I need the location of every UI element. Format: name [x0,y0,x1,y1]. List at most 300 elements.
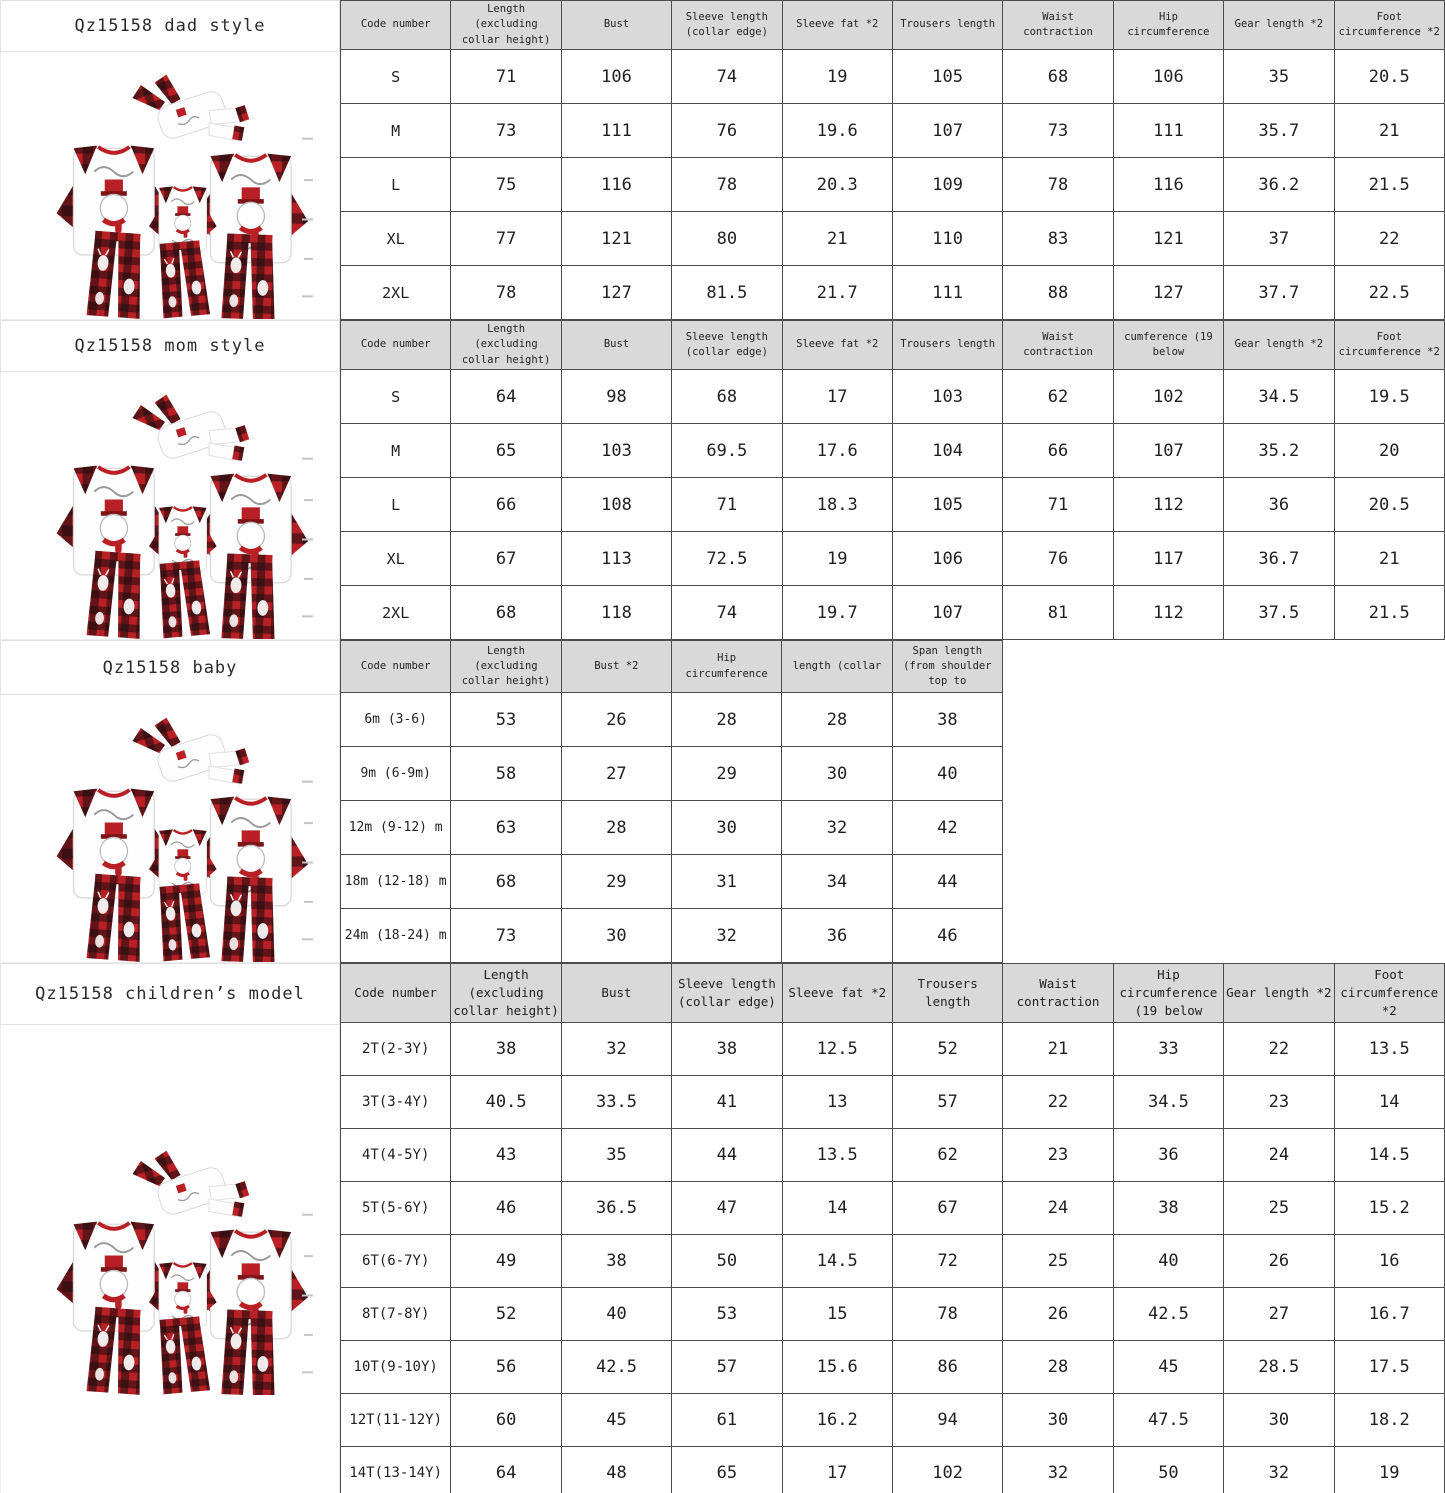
measurement-cell: 83 [1003,212,1113,266]
measurement-cell: 47 [672,1182,782,1235]
measurement-cell: 72 [892,1235,1002,1288]
column-header: Sleeve length (collar edge) [672,321,782,370]
measurement-cell: 102 [892,1447,1002,1493]
column-header: Bust [561,321,671,370]
measurement-cell: 15.2 [1334,1182,1444,1235]
measurement-cell: 29 [561,855,671,909]
measurement-cell: 72.5 [672,532,782,586]
measurement-cell: 98 [561,370,671,424]
measurement-cell: 112 [1113,586,1223,640]
mom-left-column [0,320,340,640]
measurement-cell: 111 [1113,104,1223,158]
size-code-cell: 2T(2-3Y) [341,1023,451,1076]
size-table-children [340,963,1445,1493]
measurement-cell: 21 [1334,104,1444,158]
measurement-cell: 15.6 [782,1341,892,1394]
column-header: Foot circumference *2 [1334,321,1444,370]
measurement-cell: 35.2 [1224,424,1334,478]
measurement-cell: 25 [1224,1182,1334,1235]
measurement-cell: 17.6 [782,424,892,478]
measurement-cell: 42 [892,801,1002,855]
column-header: Waist contraction [1003,1,1113,50]
measurement-cell: 58 [451,747,561,801]
measurement-cell: 35 [561,1129,671,1182]
measurement-cell: 26 [561,693,671,747]
measurement-cell: 26 [1224,1235,1334,1288]
size-table-baby [340,640,1003,963]
mom-product-photo [0,372,340,640]
measurement-cell: 30 [671,801,781,855]
header-row [341,964,1445,1023]
size-code-cell: 18m (12-18) m [341,855,451,909]
measurement-cell: 38 [892,693,1002,747]
column-header: Foot circumference *2 [1334,964,1444,1023]
measurement-cell: 64 [451,1447,561,1493]
measurement-cell: 78 [1003,158,1113,212]
measurement-cell: 94 [892,1394,1002,1447]
measurement-cell: 30 [1224,1394,1334,1447]
measurement-cell: 112 [1113,478,1223,532]
children-section-label: Qz15158 children’s model [0,963,340,1025]
measurement-cell: 57 [892,1076,1002,1129]
measurement-cell: 103 [561,424,671,478]
measurement-cell: 24 [1003,1182,1113,1235]
measurement-cell: 50 [1113,1447,1223,1493]
measurement-cell: 116 [1113,158,1223,212]
measurement-cell: 73 [451,104,561,158]
measurement-cell: 17 [782,370,892,424]
size-code-cell: S [341,370,451,424]
measurement-cell: 18.3 [782,478,892,532]
measurement-cell: 34.5 [1224,370,1334,424]
measurement-cell: 19 [782,532,892,586]
section-dad-style [0,0,1445,320]
measurement-cell: 42.5 [1113,1288,1223,1341]
measurement-cell: 33 [1113,1023,1223,1076]
measurement-cell: 110 [892,212,1002,266]
measurement-cell: 102 [1113,370,1223,424]
measurement-cell: 68 [451,586,561,640]
measurement-cell: 107 [892,586,1002,640]
measurement-cell: 23 [1224,1076,1334,1129]
column-header: Gear length *2 [1224,321,1334,370]
measurement-cell: 50 [672,1235,782,1288]
table-row [341,586,1445,640]
measurement-cell: 21 [1334,532,1444,586]
column-header: Bust [561,1,671,50]
measurement-cell: 32 [561,1023,671,1076]
measurement-cell: 14.5 [1334,1129,1444,1182]
measurement-cell: 28 [671,693,781,747]
measurement-cell: 21.5 [1334,158,1444,212]
size-code-cell: 14T(13-14Y) [341,1447,451,1493]
measurement-cell: 20 [1334,424,1444,478]
measurement-cell: 44 [672,1129,782,1182]
measurement-cell: 78 [672,158,782,212]
measurement-cell: 35.7 [1224,104,1334,158]
table-row [341,855,1003,909]
measurement-cell: 107 [1113,424,1223,478]
size-code-cell: 2XL [341,586,451,640]
column-header: Sleeve fat *2 [782,964,892,1023]
measurement-cell: 36 [1113,1129,1223,1182]
dad-product-photo [0,52,340,320]
column-header: Gear length *2 [1224,1,1334,50]
measurement-cell: 22.5 [1334,266,1444,320]
column-header: Trousers length [892,1,1002,50]
measurement-cell: 31 [671,855,781,909]
measurement-cell: 43 [451,1129,561,1182]
measurement-cell: 37 [1224,212,1334,266]
section-children-model [0,963,1445,1493]
pajama-set-illustration [5,373,335,639]
size-code-cell: L [341,478,451,532]
measurement-cell: 86 [892,1341,1002,1394]
measurement-cell: 27 [1224,1288,1334,1341]
measurement-cell: 22 [1334,212,1444,266]
table-row [341,909,1003,963]
measurement-cell: 106 [892,532,1002,586]
measurement-cell: 27 [561,747,671,801]
column-header: Code number [341,321,451,370]
table-row [341,1076,1445,1129]
measurement-cell: 14 [1334,1076,1444,1129]
measurement-cell: 73 [1003,104,1113,158]
children-product-photo [0,1025,340,1493]
table-row [341,532,1445,586]
size-code-cell: 24m (18-24) m [341,909,451,963]
measurement-cell: 42.5 [561,1341,671,1394]
size-table-dad [340,0,1445,320]
measurement-cell: 127 [561,266,671,320]
measurement-cell: 71 [451,50,561,104]
column-header: Sleeve length (collar edge) [672,964,782,1023]
size-code-cell: M [341,424,451,478]
size-code-cell: 4T(4-5Y) [341,1129,451,1182]
pajama-set-illustration [5,1129,335,1395]
measurement-cell: 103 [892,370,1002,424]
size-code-cell: 12T(11-12Y) [341,1394,451,1447]
measurement-cell: 74 [672,50,782,104]
measurement-cell: 40 [561,1288,671,1341]
column-header: Length (excluding collar height) [451,321,561,370]
measurement-cell: 47.5 [1113,1394,1223,1447]
measurement-cell: 32 [671,909,781,963]
measurement-cell: 25 [1003,1235,1113,1288]
size-code-cell: XL [341,212,451,266]
measurement-cell: 66 [451,478,561,532]
table-row [341,747,1003,801]
column-header: Trousers length [892,321,1002,370]
table-row [341,1182,1445,1235]
measurement-cell: 19.5 [1334,370,1444,424]
measurement-cell: 121 [561,212,671,266]
column-header: Waist contraction [1003,964,1113,1023]
measurement-cell: 52 [451,1288,561,1341]
column-header: Hip circumference (19 below [1113,964,1223,1023]
measurement-cell: 73 [451,909,561,963]
measurement-cell: 32 [1003,1447,1113,1493]
measurement-cell: 30 [1003,1394,1113,1447]
measurement-cell: 80 [672,212,782,266]
measurement-cell: 14.5 [782,1235,892,1288]
size-code-cell: 12m (9-12) m [341,801,451,855]
measurement-cell: 71 [672,478,782,532]
column-header: Code number [341,1,451,50]
measurement-cell: 19 [1334,1447,1444,1493]
size-code-cell: 8T(7-8Y) [341,1288,451,1341]
pajama-set-illustration [5,53,335,319]
table-row [341,1023,1445,1076]
measurement-cell: 21.5 [1334,586,1444,640]
measurement-cell: 68 [451,855,561,909]
measurement-cell: 48 [561,1447,671,1493]
measurement-cell: 38 [451,1023,561,1076]
measurement-cell: 74 [672,586,782,640]
measurement-cell: 34 [782,855,892,909]
measurement-cell: 32 [782,801,892,855]
measurement-cell: 62 [892,1129,1002,1182]
measurement-cell: 21.7 [782,266,892,320]
children-left-column [0,963,340,1493]
table-row [341,50,1445,104]
table-row [341,478,1445,532]
measurement-cell: 13 [782,1076,892,1129]
size-code-cell: M [341,104,451,158]
size-code-cell: 10T(9-10Y) [341,1341,451,1394]
table-row [341,693,1003,747]
measurement-cell: 75 [451,158,561,212]
column-header: Hip circumference [671,641,781,693]
measurement-cell: 76 [1003,532,1113,586]
measurement-cell: 81 [1003,586,1113,640]
table-row [341,212,1445,266]
measurement-cell: 113 [561,532,671,586]
column-header: Waist contraction [1003,321,1113,370]
measurement-cell: 106 [1113,50,1223,104]
measurement-cell: 16.7 [1334,1288,1444,1341]
measurement-cell: 12.5 [782,1023,892,1076]
measurement-cell: 121 [1113,212,1223,266]
column-header: Span length (from shoulder top to [892,641,1002,693]
column-header: Trousers length [892,964,1002,1023]
column-header: Bust [561,964,671,1023]
measurement-cell: 17.5 [1334,1341,1444,1394]
measurement-cell: 111 [561,104,671,158]
measurement-cell: 14 [782,1182,892,1235]
measurement-cell: 15 [782,1288,892,1341]
measurement-cell: 63 [451,801,561,855]
size-code-cell: S [341,50,451,104]
measurement-cell: 45 [561,1394,671,1447]
measurement-cell: 35 [1224,50,1334,104]
measurement-cell: 88 [1003,266,1113,320]
measurement-cell: 49 [451,1235,561,1288]
measurement-cell: 107 [892,104,1002,158]
section-mom-style [0,320,1445,640]
measurement-cell: 105 [892,478,1002,532]
measurement-cell: 34.5 [1113,1076,1223,1129]
measurement-cell: 57 [672,1341,782,1394]
table-row [341,801,1003,855]
table-row [341,1394,1445,1447]
measurement-cell: 37.7 [1224,266,1334,320]
measurement-cell: 30 [561,909,671,963]
table-row [341,424,1445,478]
measurement-cell: 28 [782,693,892,747]
measurement-cell: 16 [1334,1235,1444,1288]
column-header: cumference (19 below [1113,321,1223,370]
measurement-cell: 30 [782,747,892,801]
measurement-cell: 36.5 [561,1182,671,1235]
measurement-cell: 69.5 [672,424,782,478]
measurement-cell: 38 [1113,1182,1223,1235]
size-code-cell: 6m (3-6) [341,693,451,747]
measurement-cell: 16.2 [782,1394,892,1447]
measurement-cell: 33.5 [561,1076,671,1129]
column-header: Gear length *2 [1224,964,1334,1023]
size-table-mom [340,320,1445,640]
column-header: Code number [341,641,451,693]
table-row [341,1235,1445,1288]
measurement-cell: 20.5 [1334,50,1444,104]
column-header: Code number [341,964,451,1023]
header-row [341,1,1445,50]
column-header: length (collar [782,641,892,693]
measurement-cell: 20.3 [782,158,892,212]
size-code-cell: 2XL [341,266,451,320]
size-code-cell: XL [341,532,451,586]
measurement-cell: 81.5 [672,266,782,320]
table-row [341,158,1445,212]
baby-section-label: Qz15158 baby [0,640,340,695]
measurement-cell: 65 [672,1447,782,1493]
measurement-cell: 67 [451,532,561,586]
measurement-cell: 40 [892,747,1002,801]
measurement-cell: 38 [561,1235,671,1288]
column-header: Sleeve fat *2 [782,321,892,370]
measurement-cell: 105 [892,50,1002,104]
measurement-cell: 28 [561,801,671,855]
measurement-cell: 28 [1003,1341,1113,1394]
measurement-cell: 78 [451,266,561,320]
measurement-cell: 36.7 [1224,532,1334,586]
measurement-cell: 118 [561,586,671,640]
measurement-cell: 23 [1003,1129,1113,1182]
measurement-cell: 44 [892,855,1002,909]
table-row [341,370,1445,424]
measurement-cell: 29 [671,747,781,801]
column-header: Sleeve length (collar edge) [672,1,782,50]
baby-left-column [0,640,340,963]
column-header: Length (excluding collar height) [451,641,561,693]
measurement-cell: 71 [1003,478,1113,532]
measurement-cell: 53 [672,1288,782,1341]
size-code-cell: 9m (6-9m) [341,747,451,801]
measurement-cell: 13.5 [782,1129,892,1182]
header-row [341,321,1445,370]
measurement-cell: 18.2 [1334,1394,1444,1447]
measurement-cell: 26 [1003,1288,1113,1341]
measurement-cell: 68 [1003,50,1113,104]
measurement-cell: 104 [892,424,1002,478]
measurement-cell: 68 [672,370,782,424]
measurement-cell: 38 [672,1023,782,1076]
size-code-cell: 3T(3-4Y) [341,1076,451,1129]
measurement-cell: 24 [1224,1129,1334,1182]
measurement-cell: 19.7 [782,586,892,640]
measurement-cell: 127 [1113,266,1223,320]
measurement-cell: 36 [782,909,892,963]
measurement-cell: 52 [892,1023,1002,1076]
measurement-cell: 67 [892,1182,1002,1235]
dad-left-column [0,0,340,320]
measurement-cell: 56 [451,1341,561,1394]
measurement-cell: 62 [1003,370,1113,424]
dad-section-label: Qz15158 dad style [0,0,340,52]
measurement-cell: 45 [1113,1341,1223,1394]
measurement-cell: 19.6 [782,104,892,158]
measurement-cell: 108 [561,478,671,532]
measurement-cell: 22 [1003,1076,1113,1129]
measurement-cell: 17 [782,1447,892,1493]
measurement-cell: 109 [892,158,1002,212]
measurement-cell: 36 [1224,478,1334,532]
measurement-cell: 20.5 [1334,478,1444,532]
table-row [341,104,1445,158]
column-header: Length (excluding collar height) [451,964,561,1023]
measurement-cell: 60 [451,1394,561,1447]
measurement-cell: 65 [451,424,561,478]
column-header: Hip circumference [1113,1,1223,50]
baby-product-photo [0,695,340,963]
mom-section-label: Qz15158 mom style [0,320,340,372]
measurement-cell: 22 [1224,1023,1334,1076]
measurement-cell: 28.5 [1224,1341,1334,1394]
table-row [341,1341,1445,1394]
size-code-cell: 6T(6-7Y) [341,1235,451,1288]
measurement-cell: 21 [782,212,892,266]
measurement-cell: 40 [1113,1235,1223,1288]
measurement-cell: 37.5 [1224,586,1334,640]
measurement-cell: 40.5 [451,1076,561,1129]
table-row [341,1288,1445,1341]
measurement-cell: 64 [451,370,561,424]
measurement-cell: 41 [672,1076,782,1129]
table-row [341,1129,1445,1182]
measurement-cell: 46 [892,909,1002,963]
measurement-cell: 111 [892,266,1002,320]
size-code-cell: 5T(5-6Y) [341,1182,451,1235]
section-baby [0,640,1445,963]
measurement-cell: 106 [561,50,671,104]
measurement-cell: 77 [451,212,561,266]
measurement-cell: 117 [1113,532,1223,586]
pajama-set-illustration [5,696,335,962]
measurement-cell: 21 [1003,1023,1113,1076]
column-header: Foot circumference *2 [1334,1,1444,50]
measurement-cell: 66 [1003,424,1113,478]
measurement-cell: 36.2 [1224,158,1334,212]
size-code-cell: L [341,158,451,212]
table-row [341,266,1445,320]
measurement-cell: 116 [561,158,671,212]
table-row [341,1447,1445,1493]
measurement-cell: 19 [782,50,892,104]
column-header: Length (excluding collar height) [451,1,561,50]
measurement-cell: 61 [672,1394,782,1447]
measurement-cell: 76 [672,104,782,158]
